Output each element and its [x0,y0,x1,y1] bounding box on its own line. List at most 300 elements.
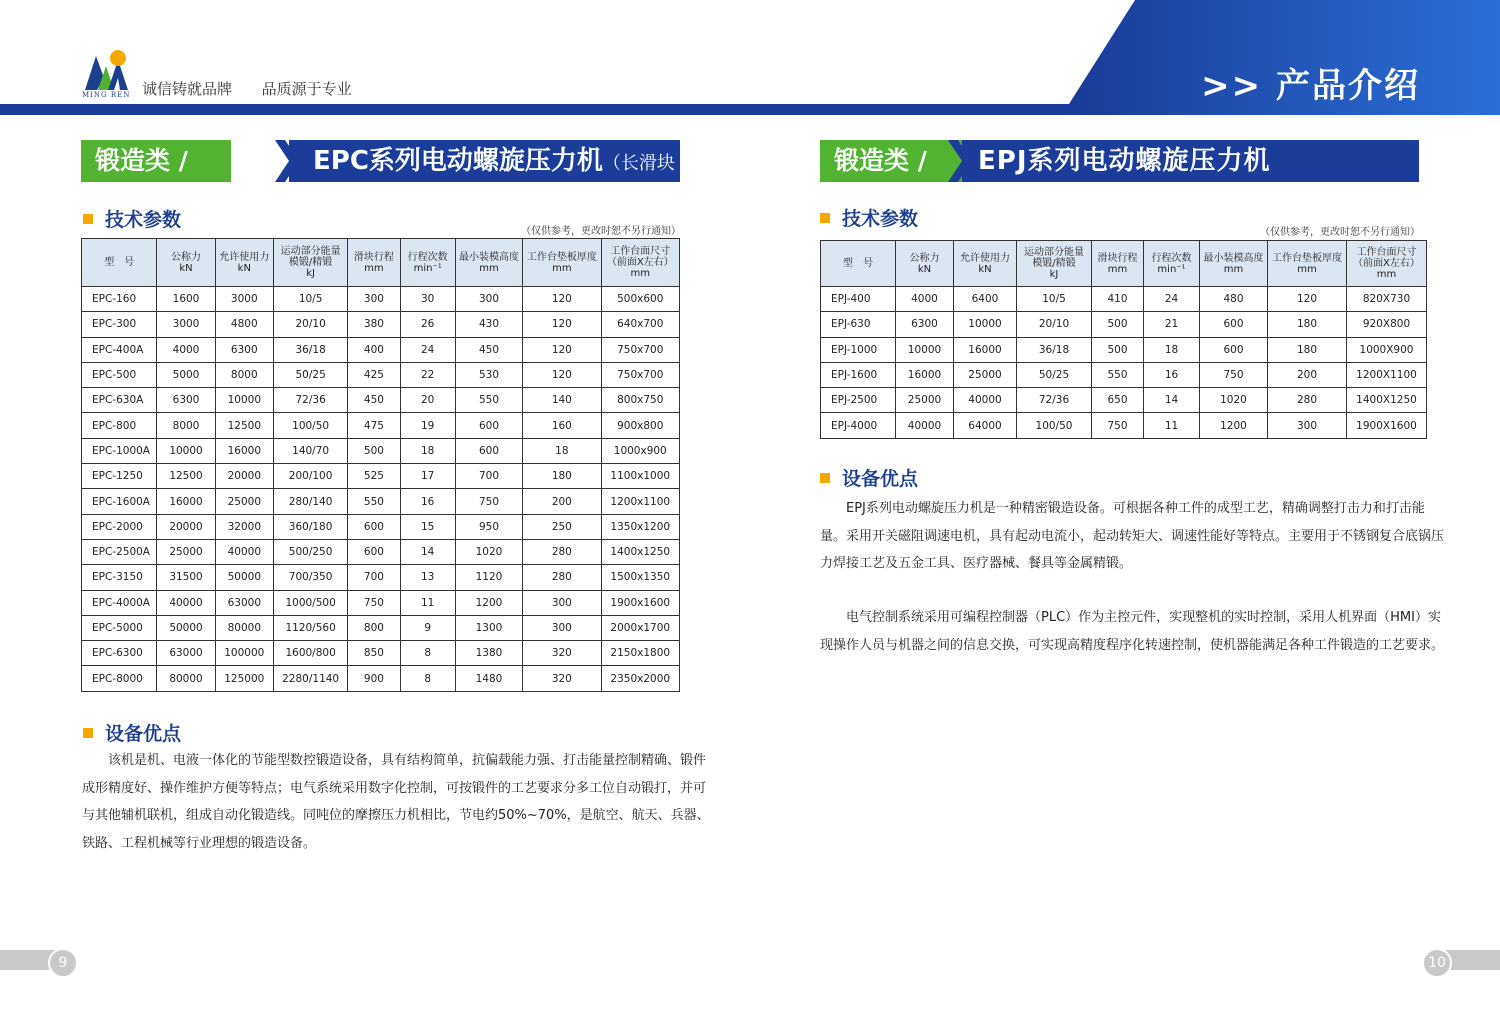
right-spec-table [820,240,1427,439]
table-cell: 900x800 [601,413,679,438]
table-cell: 600 [1200,337,1268,362]
table-cell: 1200x1100 [601,489,679,514]
table-cell: 300 [523,590,601,615]
column-header [1144,241,1200,287]
left-tech-heading-text: 技术参数 [105,209,182,231]
model-cell: EPC-8000 [82,666,157,691]
table-cell: 1480 [455,666,522,691]
table-cell: 8 [400,641,455,666]
column-header-line: mm [1107,263,1128,275]
slogan [142,78,352,99]
column-header-line: mm [630,268,650,279]
column-header-line: 模锻/精锻 [1032,258,1076,269]
table-cell: 525 [348,464,400,489]
table-cell: 12500 [215,413,273,438]
model-cell: EPC-800 [82,413,157,438]
column-header-line: mm [552,262,572,274]
table-cell: 22 [400,362,455,387]
table-cell: 32000 [215,514,273,539]
table-cell: 100/50 [1017,413,1092,438]
paragraph-line: 力焊接工艺及五金工具、医疗器械、餐具等金属精锻。 [820,556,1133,571]
table-cell: 125000 [215,666,273,691]
table-cell: 450 [348,388,400,413]
table-cell: 160 [523,413,601,438]
table-cell: 20 [400,388,455,413]
table-cell: 200/100 [273,464,347,489]
table-cell: 16000 [896,362,954,387]
table-row [821,287,1427,312]
table-cell: 10/5 [1017,287,1092,312]
table-cell: 700/350 [273,565,347,590]
table-cell: 320 [523,666,601,691]
model-cell: EPC-1600A [82,489,157,514]
table-header-row [82,239,680,287]
column-header-line: 允许使用力 [960,252,1010,264]
page-number-left: 9 [48,948,78,978]
table-cell: 500x600 [601,287,679,312]
model-cell: EPC-500 [82,362,157,387]
table-cell: 280 [1268,388,1347,413]
table-cell: 26 [400,312,455,337]
table-cell: 100/50 [273,413,347,438]
table-cell: 4800 [215,312,273,337]
paragraph-line: 该机是机、电液一体化的节能型数控锻造设备，具有结构简单，抗偏载能力强、打击能量控制精确、锻件 [108,753,707,768]
table-cell: 700 [455,464,522,489]
table-cell: 2280/1140 [273,666,347,691]
table-cell: 140/70 [273,438,347,463]
table-cell: 21 [1144,312,1200,337]
table-cell: 120 [1268,287,1347,312]
table-cell: 25000 [215,489,273,514]
column-header-line: kJ [306,268,315,279]
table-cell: 20/10 [1017,312,1092,337]
model-cell: EPJ-4000 [821,413,896,438]
column-header-line: kN [978,263,992,275]
table-cell: 40000 [954,388,1017,413]
model-cell: EPC-2500A [82,539,157,564]
table-cell: 300 [348,287,400,312]
table-cell: 25000 [896,388,954,413]
table-cell: 280/140 [273,489,347,514]
paragraph-line: 与其他辅机联机，组成自动化锻造线。同吨位的摩擦压力机相比，节电约50%~70%，是航空、航天、兵器、 [82,808,710,823]
column-header [523,239,601,287]
table-cell: 530 [455,362,522,387]
table-cell: 14 [1144,388,1200,413]
table-cell: 1350x1200 [601,514,679,539]
column-header-line: 工作台面尺寸 [1356,247,1417,258]
table-cell: 180 [1268,312,1347,337]
table-row [82,539,680,564]
column-header-line: 滑块行程 [353,251,394,263]
table-cell: 1120/560 [273,615,347,640]
model-cell: EPC-6300 [82,641,157,666]
column-header-line: mm [1223,263,1244,275]
table-cell: 3000 [157,312,215,337]
page-title: >> 产品介绍 [1201,66,1420,106]
table-cell: 14 [400,539,455,564]
table-cell: 16000 [215,438,273,463]
right-section-banner [820,140,1419,182]
column-header-line: kN [237,262,251,274]
left-spec-note: （仅供参考，更改时恕不另行通知） [521,226,681,237]
table-cell: 63000 [215,590,273,615]
table-row [82,590,680,615]
table-cell: 16000 [157,489,215,514]
table-cell: 600 [1200,312,1268,337]
table-cell: 80000 [157,666,215,691]
paragraph-line: 成形精度好、操作维护方便等特点；电气系统采用数字化控制，可按锻件的工艺要求分多工位自动锻打，并可 [82,780,707,796]
right-tech-heading [820,204,918,231]
table-cell: 15 [400,514,455,539]
table-cell: 120 [523,312,601,337]
table-cell: 8000 [215,362,273,387]
table-row [82,489,680,514]
table-cell: 16 [400,489,455,514]
table-cell: 480 [1200,287,1268,312]
table-cell: 10000 [954,312,1017,337]
column-header-line: 公称力 [171,251,202,263]
table-cell: 700 [348,565,400,590]
table-cell: 1400X1250 [1347,388,1427,413]
table-cell: 750 [348,590,400,615]
banner-title: EPJ系列电动螺旋压力机 [962,140,1419,182]
table-cell: 2350x2000 [601,666,679,691]
column-header [348,239,400,287]
column-header-line: 运动部分能量 [280,246,341,257]
column-header-line: mm [1376,269,1397,280]
model-cell: EPJ-1000 [821,337,896,362]
table-cell: 1500x1350 [601,565,679,590]
table-cell: 16000 [954,337,1017,362]
table-row [821,337,1427,362]
table-cell: 500 [1092,312,1144,337]
table-cell: 140 [523,388,601,413]
left-adv-heading-text: 设备优点 [105,723,182,745]
table-cell: 360/180 [273,514,347,539]
table-cell: 1100x1000 [601,464,679,489]
column-header-line: 最小装模高度 [1203,252,1264,264]
right-adv-paragraph-2 [820,604,1445,659]
model-cell: EPC-400A [82,337,157,362]
table-cell: 1600/800 [273,641,347,666]
banner-title-text: EPC系列电动螺旋压力机 [313,146,603,176]
bullet-square-icon [83,728,93,738]
table-cell: 430 [455,312,522,337]
left-tech-heading [83,205,181,232]
table-cell: 50/25 [1017,362,1092,387]
left-adv-heading [83,719,181,746]
table-cell: 1900X1600 [1347,413,1427,438]
table-cell: 1200 [1200,413,1268,438]
table-cell: 1000X900 [1347,337,1427,362]
table-cell: 19 [400,413,455,438]
column-header-line: （前面X左右） [606,257,674,268]
table-cell: 850 [348,641,400,666]
table-cell: 300 [1268,413,1347,438]
table-cell: 2000x1700 [601,615,679,640]
column-header-line: min⁻¹ [1157,263,1186,275]
table-cell: 64000 [954,413,1017,438]
table-cell: 300 [455,287,522,312]
table-row [82,438,680,463]
table-row [82,413,680,438]
paragraph-line: 铁路、工程机械等行业理想的锻造设备。 [82,835,317,851]
table-cell: 40000 [157,590,215,615]
table-cell: 6300 [157,388,215,413]
left-section-banner [81,140,680,219]
table-cell: 200 [1268,362,1347,387]
table-cell: 120 [523,362,601,387]
table-cell: 1120 [455,565,522,590]
table-cell: 600 [455,438,522,463]
table-row [82,388,680,413]
banner-title [289,140,680,219]
table-row [821,388,1427,413]
table-row [82,514,680,539]
table-cell: 280 [523,565,601,590]
table-cell: 8 [400,666,455,691]
right-adv-paragraph-1 [820,495,1445,578]
table-cell: 5000 [157,362,215,387]
table-row [821,312,1427,337]
table-cell: 600 [455,413,522,438]
table-cell: 750x700 [601,337,679,362]
table-cell: 920X800 [1347,312,1427,337]
table-row [821,413,1427,438]
paragraph-line: 电气控制系统采用可编程控制器（PLC）作为主控元件，实现整机的实时控制，采用人机界面（HMI）实 [846,610,1441,625]
table-row [82,615,680,640]
table-row [82,362,680,387]
table-cell: 750 [1092,413,1144,438]
column-header [157,239,215,287]
left-spec-table [81,238,680,692]
table-cell: 500 [1092,337,1144,362]
column-header [1017,241,1092,287]
table-cell: 40000 [896,413,954,438]
table-cell: 800x750 [601,388,679,413]
table-cell: 180 [523,464,601,489]
table-cell: 20000 [215,464,273,489]
banner-category: 锻造类 / [81,140,231,182]
column-header-line: kJ [1049,269,1059,280]
banner-subtitle: （长滑块型） [313,153,675,219]
table-cell: 30 [400,287,455,312]
table-row [82,287,680,312]
table-cell: 950 [455,514,522,539]
table-cell: 72/36 [1017,388,1092,413]
column-header-line: 滑块行程 [1097,252,1138,264]
table-row [82,312,680,337]
column-header-line: 行程次数 [1151,252,1192,264]
table-cell: 750 [1200,362,1268,387]
table-cell: 6300 [896,312,954,337]
right-adv-heading-text: 设备优点 [842,468,919,490]
table-cell: 600 [348,514,400,539]
table-cell: 24 [1144,287,1200,312]
table-cell: 2150x1800 [601,641,679,666]
table-cell: 31500 [157,565,215,590]
column-header-line: 允许使用力 [219,251,270,263]
column-header [954,241,1017,287]
table-cell: 500 [348,438,400,463]
table-cell: 3000 [215,287,273,312]
table-cell: 300 [523,615,601,640]
table-cell: 20/10 [273,312,347,337]
column-header [215,239,273,287]
table-cell: 36/18 [1017,337,1092,362]
column-header-line: 最小装模高度 [458,251,519,263]
column-header-line: 公称力 [909,252,940,264]
table-cell: 9 [400,615,455,640]
table-cell: 10000 [215,388,273,413]
table-cell: 13 [400,565,455,590]
table-cell: 24 [400,337,455,362]
table-cell: 1600 [157,287,215,312]
column-header-line: 模锻/精锻 [288,257,333,268]
model-cell: EPC-630A [82,388,157,413]
table-cell: 1000/500 [273,590,347,615]
column-header-line: 工作台垫板厚度 [1272,252,1342,264]
table-cell: 320 [523,641,601,666]
column-header [1200,241,1268,287]
model-cell: EPJ-400 [821,287,896,312]
paragraph-line: EPJ系列电动螺旋压力机是一种精密锻造设备。可根据各种工件的成型工艺，精确调整打击力和打击能 [846,501,1425,516]
table-cell: 18 [523,438,601,463]
column-header-line: 型 号 [843,258,873,269]
model-cell: EPJ-1600 [821,362,896,387]
table-cell: 10000 [896,337,954,362]
model-cell: EPC-1000A [82,438,157,463]
table-cell: 250 [523,514,601,539]
column-header [82,239,157,287]
table-cell: 380 [348,312,400,337]
table-cell: 1380 [455,641,522,666]
table-cell: 820X730 [1347,287,1427,312]
right-adv-heading [820,464,918,491]
table-cell: 640x700 [601,312,679,337]
model-cell: EPC-5000 [82,615,157,640]
model-cell: EPC-1250 [82,464,157,489]
column-header [455,239,522,287]
column-header [1092,241,1144,287]
table-cell: 50000 [215,565,273,590]
table-cell: 36/18 [273,337,347,362]
table-row [82,337,680,362]
table-cell: 1400x1250 [601,539,679,564]
table-cell: 6300 [215,337,273,362]
column-header-line: kN [917,263,932,275]
table-cell: 80000 [215,615,273,640]
logo-wordmark: MING REN [82,91,131,99]
table-cell: 1200X1100 [1347,362,1427,387]
model-cell: EPC-3150 [82,565,157,590]
table-cell: 11 [400,590,455,615]
table-cell: 280 [523,539,601,564]
table-cell: 410 [1092,287,1144,312]
table-cell: 550 [455,388,522,413]
bullet-square-icon [820,213,830,223]
table-cell: 400 [348,337,400,362]
table-cell: 475 [348,413,400,438]
model-cell: EPC-2000 [82,514,157,539]
table-cell: 18 [1144,337,1200,362]
column-header-line: 行程次数 [407,251,448,263]
table-row [82,565,680,590]
table-cell: 120 [523,287,601,312]
model-cell: EPC-4000A [82,590,157,615]
table-cell: 1000x900 [601,438,679,463]
table-cell: 18 [400,438,455,463]
table-row [82,641,680,666]
table-cell: 200 [523,489,601,514]
table-cell: 120 [523,337,601,362]
table-cell: 750x700 [601,362,679,387]
column-header-line: kN [179,262,193,274]
column-header-line: 工作台面尺寸 [610,246,671,257]
bullet-square-icon [83,214,93,224]
column-header-line: mm [364,262,384,274]
table-cell: 450 [455,337,522,362]
table-cell: 50000 [157,615,215,640]
table-cell: 25000 [157,539,215,564]
right-spec-note: （仅供参考，更改时恕不另行通知） [1260,227,1420,238]
table-row [821,362,1427,387]
table-cell: 500/250 [273,539,347,564]
table-cell: 8000 [157,413,215,438]
table-cell: 10000 [157,438,215,463]
right-tech-heading-text: 技术参数 [842,208,919,230]
column-header [1268,241,1347,287]
column-header-line: min⁻¹ [413,262,442,274]
table-row [82,666,680,691]
table-cell: 800 [348,615,400,640]
table-cell: 1200 [455,590,522,615]
table-cell: 11 [1144,413,1200,438]
model-cell: EPJ-630 [821,312,896,337]
column-header [601,239,679,287]
bullet-square-icon [820,473,830,483]
table-cell: 17 [400,464,455,489]
table-cell: 4000 [157,337,215,362]
column-header-line: （前面X左右） [1353,258,1420,269]
table-cell: 100000 [215,641,273,666]
table-cell: 10/5 [273,287,347,312]
table-cell: 550 [348,489,400,514]
table-cell: 50/25 [273,362,347,387]
table-cell: 1300 [455,615,522,640]
column-header-line: 工作台垫板厚度 [526,251,597,263]
table-cell: 12500 [157,464,215,489]
table-header-row [821,241,1427,287]
paragraph-line: 量。采用开关磁阻调速电机，具有起动电流小，起动转矩大、调速性能好等特点。主要用于不锈钢复合底锅压 [820,528,1445,544]
slogan-part-1: 诚信铸就品牌 [142,80,233,98]
column-header [821,241,896,287]
slogan-part-2: 品质源于专业 [261,80,352,98]
page-number-right: 10 [1422,948,1452,978]
table-cell: 1900x1600 [601,590,679,615]
table-cell: 16 [1144,362,1200,387]
column-header [400,239,455,287]
column-header-line: mm [1297,263,1317,275]
column-header-line: 型 号 [104,257,135,268]
table-cell: 650 [1092,388,1144,413]
column-header [273,239,347,287]
model-cell: EPC-160 [82,287,157,312]
table-cell: 750 [455,489,522,514]
table-cell: 1020 [1200,388,1268,413]
table-cell: 600 [348,539,400,564]
table-cell: 25000 [954,362,1017,387]
